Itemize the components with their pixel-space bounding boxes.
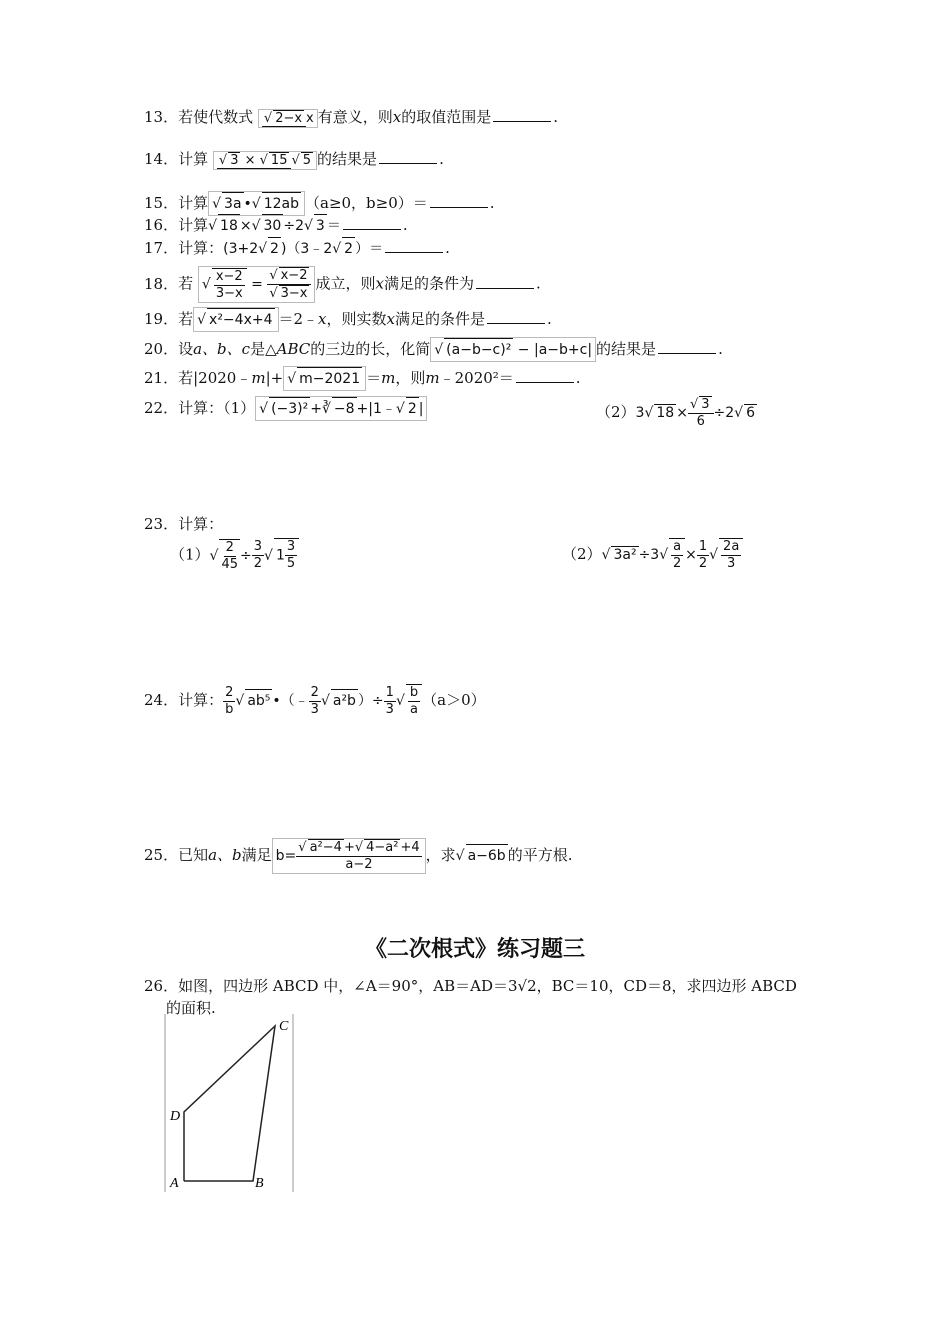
label-b: B <box>255 1176 264 1191</box>
problem-13: 13．若使代数式 √ 2−x x 有意义，则x的取值范围是 . <box>144 108 559 126</box>
problem-25: 25．已知a、b满足 b= $\frac{\text{√ a²−4 +√ 4−a² +4}}{a-2}$ ，求√ a−6b 的平方根. <box>144 840 573 872</box>
problem-16: 16．计算√ 18 ×√ 30 ÷2√ 3 ＝ . <box>144 214 408 237</box>
problem-15: 15．计算 √ 3a •√ 12ab （a≥0，b≥0）＝ . <box>144 191 495 216</box>
expr-22-1: √ (−3)² +∛ −8 +|1﹣√ 2 | <box>255 396 427 421</box>
quadrilateral-figure <box>160 1014 300 1194</box>
problem-17: 17．计算：(3+2√ 2 )（3﹣2√ 2 ）＝ . <box>144 237 450 260</box>
problem-26-line-2: 的面积. <box>166 999 216 1017</box>
expr-18: √ $\frac{x-2}{3-x}$ = $\frac{√ x-2}{√ 3-x}$ <box>198 266 316 303</box>
expr-22-2: 3√ 18 × $\frac{√ 3}{6}$ ÷2√ 6 <box>635 397 755 429</box>
answer-blank-19[interactable] <box>487 309 545 324</box>
problem-22-part-2: （2）3√ 18 × $\frac{√ 3}{6}$ ÷2√ 6 <box>596 397 755 429</box>
problem-19: 19．若 √ x²−4x+4 ＝2﹣x，则实数x满足的条件是 . <box>144 307 552 332</box>
expr-15: √ 3a •√ 12ab <box>208 191 305 216</box>
expr-21: √ m−2021 <box>283 366 366 391</box>
problem-24: 24．计算： $\frac{2}{b}$ √ ab⁵ •（﹣ $\frac{2}{3}$ √ a²b ）÷ $\frac{1}{3}$ √ $\frac{b}{a}$ （a＞0） <box>144 684 486 717</box>
problem-23-part-2: （2）√ 3a² ÷3√ $\frac{a}{2}$ × $\frac{1}{2}$ √ $\frac{2a}{3}$ <box>562 538 743 572</box>
expr-24: $\frac{2}{b}$ √ ab⁵ •（﹣ $\frac{2}{3}$ √ a²b ）÷ $\frac{1}{3}$ √ $\frac{b}{a}$ <box>223 693 422 709</box>
answer-blank-17[interactable] <box>385 238 443 253</box>
expr-16: √ 18 ×√ 30 ÷2√ 3 ＝ <box>208 218 341 234</box>
answer-blank-18[interactable] <box>476 274 534 289</box>
expr-17: (3+2√ 2 )（3﹣2√ 2 ）＝ <box>223 241 383 257</box>
quadrilateral-abcd <box>184 1026 275 1181</box>
answer-blank-21[interactable] <box>516 368 574 383</box>
expr-14: √ 3 × √ 15 √ 5 <box>213 151 317 170</box>
problem-23: 23．计算： <box>144 515 224 533</box>
answer-blank-14[interactable] <box>379 149 437 164</box>
problem-18: 18．若 √ $\frac{x-2}{3-x}$ = $\frac{√ x-2}{√ 3-x}$ 成立，则x满足的条件为 . <box>144 268 541 301</box>
expr-19: √ x²−4x+4 <box>193 307 278 332</box>
section-title: 《二次根式》练习题三 <box>364 937 585 962</box>
label-a: A <box>170 1176 179 1191</box>
answer-blank-13[interactable] <box>493 107 551 122</box>
problem-26: 26．如图，四边形 ABCD 中，∠A＝90°，AB＝AD＝3√2，BC＝10，CD＝8，求四边形 ABCD <box>144 977 797 995</box>
expr-20: √ (a−b−c)² − |a−b+c| <box>430 337 596 362</box>
answer-blank-20[interactable] <box>658 339 716 354</box>
expr-23-2: √ 3a² ÷3√ $\frac{a}{2}$ × $\frac{1}{2}$ √ $\frac{2a}{3}$ <box>602 547 744 563</box>
answer-blank-15[interactable] <box>430 193 488 208</box>
expr-25-b: √ a−6b <box>456 848 508 864</box>
label-c: C <box>279 1019 289 1034</box>
problem-21: 21．若|2020﹣m|+ √ m−2021 ＝m，则m﹣2020²＝ . <box>144 366 581 391</box>
answer-blank-16[interactable] <box>343 215 401 230</box>
problem-22: 22．计算：（1） √ (−3)² +∛ −8 +|1﹣√ 2 | <box>144 396 427 421</box>
problem-14: 14．计算 √ 3 × √ 15 √ 5 的结果是 . <box>144 150 444 168</box>
problem-23-part-1: （1）√ $\frac{2}{45}$ ÷ $\frac{3}{2}$ √ 1 $\frac{3}{5}$ <box>170 538 299 573</box>
problem-20: 20．设a、b、c是△ABC的三边的长，化简 √ (a−b−c)² − |a−b+c| 的结果是 . <box>144 337 723 362</box>
expr-25: b= $\frac{\text{√ a²−4 +√ 4−a² +4}}{a-2}$ <box>272 838 426 874</box>
label-d: D <box>170 1109 181 1124</box>
expr-13: √ 2−x x <box>258 109 318 128</box>
expr-23-1: √ $\frac{2}{45}$ ÷ $\frac{3}{2}$ √ 1 $\frac{3}{5}$ <box>210 548 300 564</box>
